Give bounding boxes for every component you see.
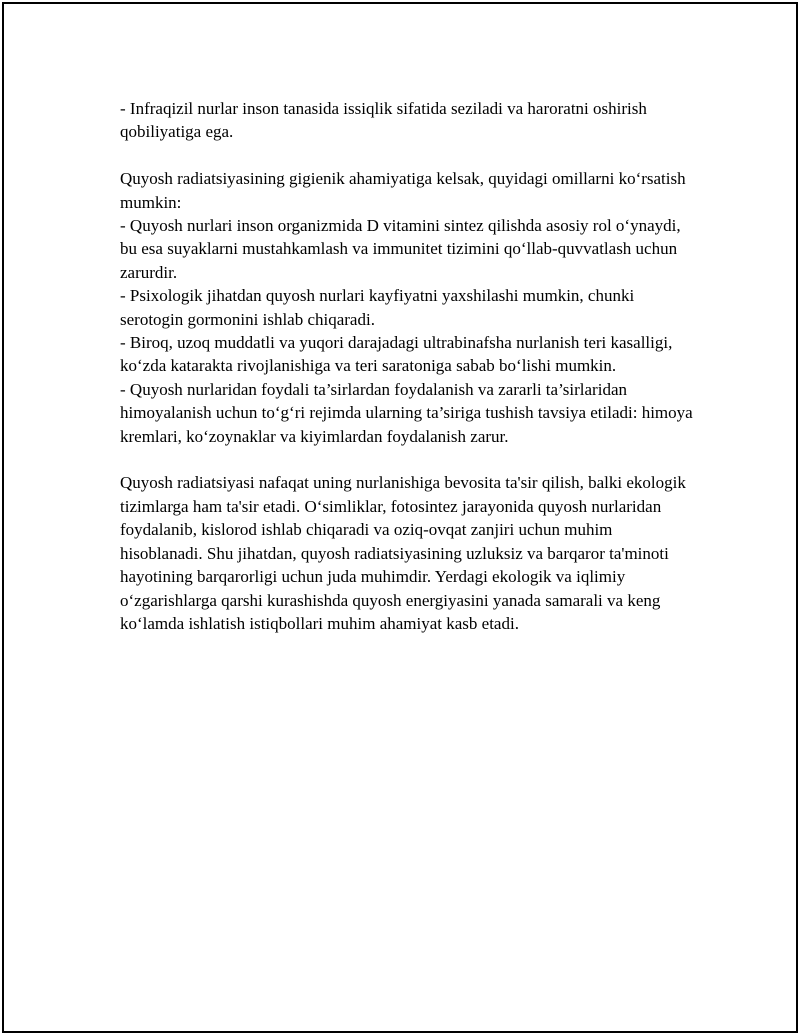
paragraph-ecological-impact [120, 471, 696, 635]
text-line: Quyosh radiatsiyasining gigienik ahamiyatiga kelsak, quyidagi omillarni ko‘rsatish mumkin: [120, 169, 686, 212]
text-line: - Infraqizil nurlar inson tanasida issiqlik sifatida seziladi va haroratni oshirish qobiliyatiga ega. [120, 99, 647, 142]
list-item: - Biroq, uzoq muddatli va yuqori darajadagi ultrabinafsha nurlanish teri kasalligi, ko‘zda katarakta rivojlanishiga va teri saratoniga sabab bo‘lishi mumkin. [120, 333, 673, 376]
list-item: - Psixologik jihatdan quyosh nurlari kayfiyatni yaxshilashi mumkin, chunki serotogin gormonini ishlab chiqaradi. [120, 286, 635, 329]
document-body [120, 97, 696, 659]
list-item: - Quyosh nurlaridan foydali ta’sirlardan foydalanish va zararli ta’sirlaridan himoyalanish uchun to‘g‘ri rejimda ularning ta’siriga tushish tavsiya etiladi: himoya kremlari, ko‘zoynaklar va kiyimlardan foydalanish zarur. [120, 379, 693, 446]
text-line: Quyosh radiatsiyasi nafaqat uning nurlanishiga bevosita ta'sir qilish, balki ekologik tizimlarga ham ta'sir etadi. O‘simliklar, fotosintez jarayonida quyosh nurlaridan foydalanib, kislorod ishlab chiqaradi va oziq-ovqat zanjiri uchun muhim hisoblanadi. Shu jihatdan, quyosh radiatsiyasining uzluksiz va barqaror ta'minoti hayotining barqarorligi uchun juda muhimdir. Yerdagi ekologik va iqlimiy o‘zgarishlarga qarshi kurashishda quyosh energiyasini yanada samarali va keng ko‘lamda ishlatish istiqbollari muhim ahamiyat kasb etadi. [120, 473, 686, 633]
document-page [2, 2, 798, 1033]
paragraph-infrared [120, 97, 696, 144]
list-item: - Quyosh nurlari inson organizmida D vitamini sintez qilishda asosiy rol o‘ynaydi, bu esa suyaklarni mustahkamlash va immunitet tizimini qo‘llab-quvvatlash uchun zarurdir. [120, 216, 681, 282]
paragraph-hygienic-importance [120, 167, 696, 448]
